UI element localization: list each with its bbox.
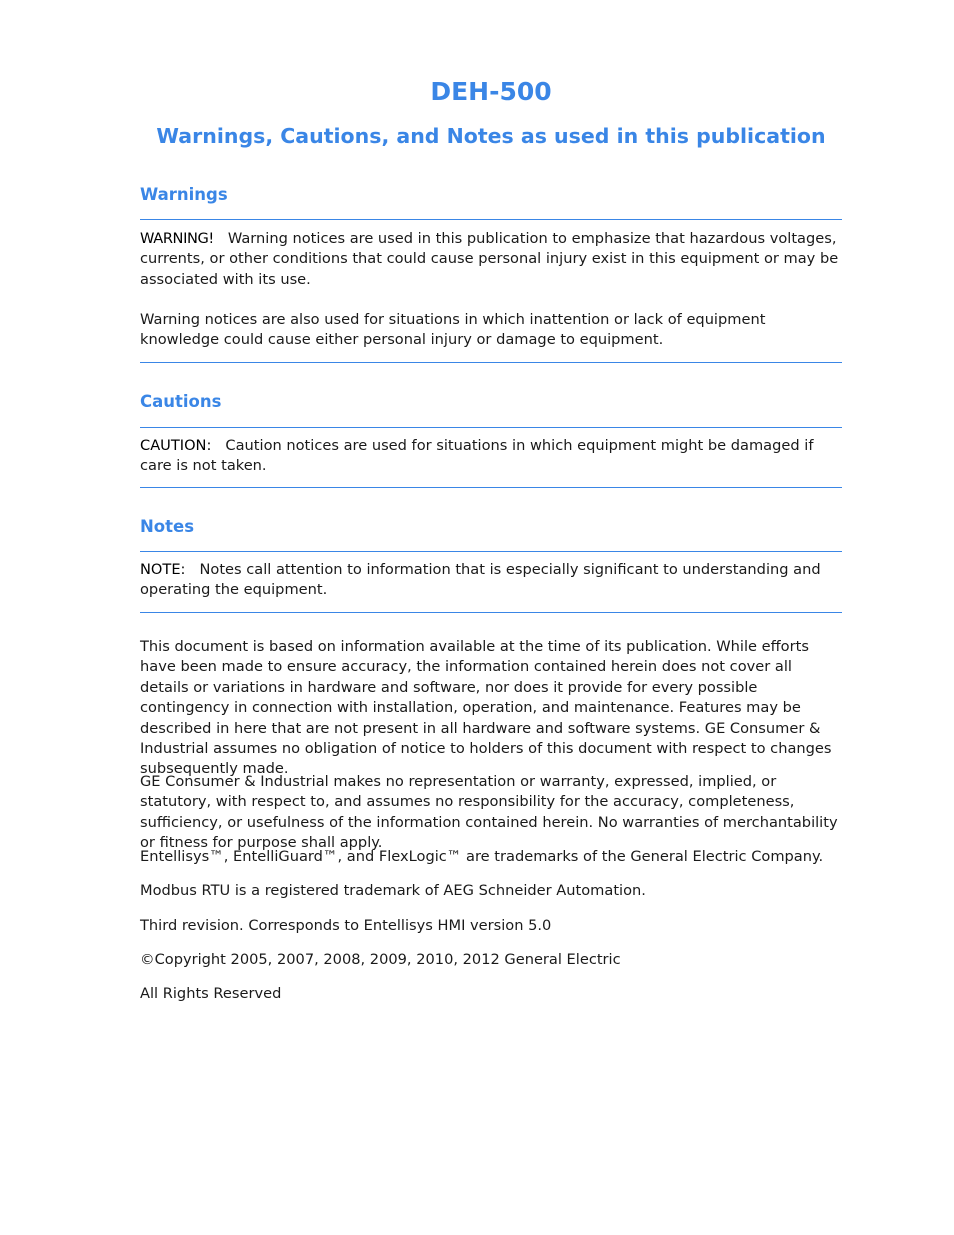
warning-text: Warning notices are used in this publication to emphasize that hazardous voltages, currents, or other conditions that could cause personal injury exist in this equipment or may be associated with its use. — [140, 230, 839, 288]
warranty-paragraph: GE Consumer & Industrial makes no representation or warranty, expressed, implied, or statutory, with respect to, and assumes no responsibility for the accuracy, completeness, sufficiency, or usefulness of the information contained herein. No warranties of merchantability or fitness for purpose shall apply. — [140, 773, 838, 852]
warning-label: WARNING! — [140, 230, 214, 247]
copyright-paragraph: ©Copyright 2005, 2007, 2008, 2009, 2010, 2012 General Electric — [140, 951, 621, 968]
trademark-paragraph: Entellisys™, EntelliGuard™, and FlexLogic™ are trademarks of the General Electric Company. — [140, 848, 824, 865]
document-subtitle: Warnings, Cautions, and Notes as used in this publication — [156, 124, 826, 148]
note-label: NOTE: — [140, 561, 186, 578]
warnings-heading: Warnings — [140, 185, 228, 204]
document-title: DEH-500 — [430, 77, 552, 106]
notes-heading: Notes — [140, 517, 195, 536]
warnings-top-rule — [140, 219, 842, 220]
note-notice — [140, 560, 842, 601]
warning-notice-2: Warning notices are also used for situations in which inattention or lack of equipment knowledge could cause either personal injury or damage to equipment. — [140, 311, 766, 349]
warning-notice — [140, 229, 842, 290]
cautions-heading: Cautions — [140, 392, 222, 411]
caution-notice — [140, 436, 842, 477]
modbus-trademark-paragraph: Modbus RTU is a registered trademark of AEG Schneider Automation. — [140, 882, 646, 899]
disclaimer-paragraph: This document is based on information available at the time of its publication. While efforts have been made to ensure accuracy, the information contained herein does not cover all details or variations in hardware and software, nor does it provide for every possible contingency in connection with installation, operation, and maintenance. Features may be described in here that are not present in all hardware and software systems. GE Consumer & Industrial assumes no obligation of notice to holders of this document with respect to changes subsequently made. — [140, 638, 832, 778]
warnings-bottom-rule — [140, 362, 842, 363]
revision-paragraph: Third revision. Corresponds to Entellisys HMI version 5.0 — [140, 917, 552, 934]
rights-reserved-paragraph: All Rights Reserved — [140, 985, 282, 1002]
caution-text: Caution notices are used for situations in which equipment might be damaged if care is not taken. — [140, 437, 814, 475]
notes-top-rule — [140, 551, 842, 552]
cautions-bottom-rule — [140, 487, 842, 488]
note-text: Notes call attention to information that is especially significant to understanding and operating the equipment. — [140, 561, 821, 599]
notes-bottom-rule — [140, 612, 842, 613]
caution-label: CAUTION: — [140, 437, 212, 454]
cautions-top-rule — [140, 427, 842, 428]
